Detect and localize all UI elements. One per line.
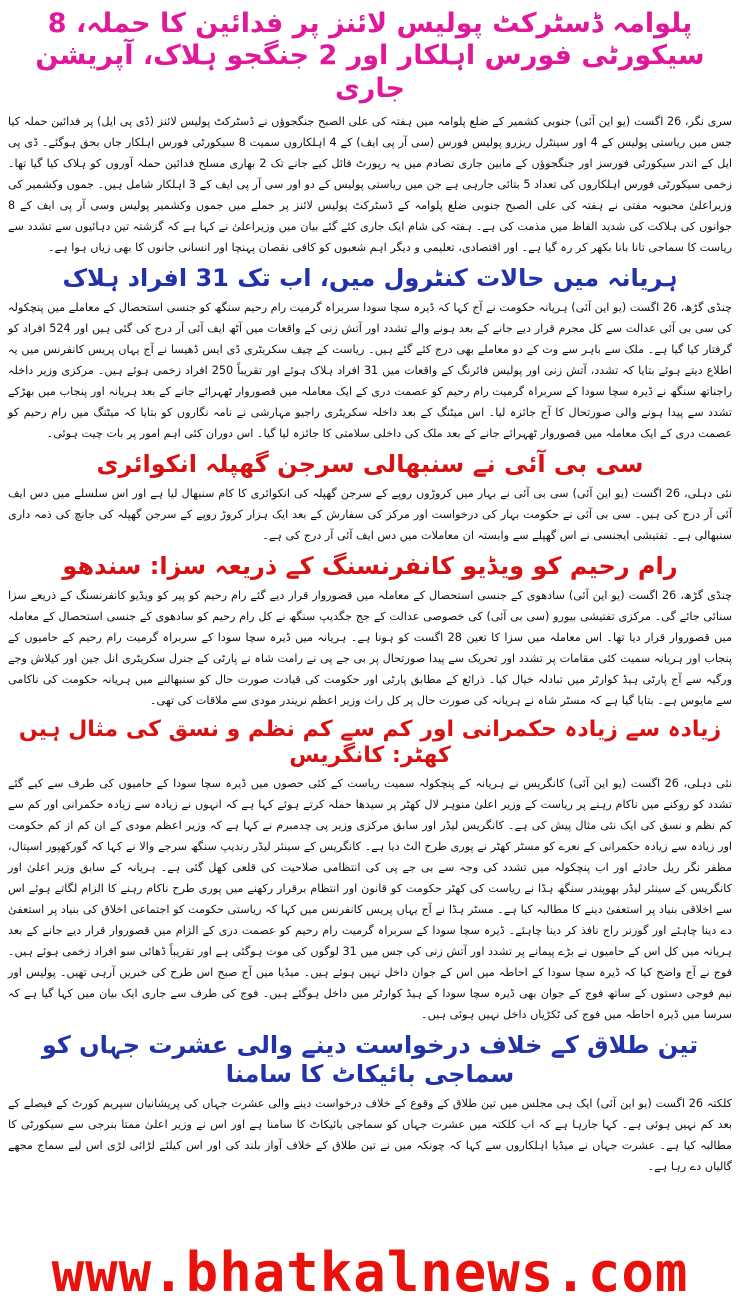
article-pulwama-attack [0, 0, 740, 258]
article-congress-khattar [0, 711, 740, 1026]
headline-cbi-srijan-scam: سی بی آئی نے سنبھالی سرجن گھپلہ انکوائری [96, 449, 644, 478]
headline-congress-khattar: زیادہ سے زیادہ حکمرانی اور کم سے کم نظم و نسق کی مثال ہیں کھٹر: کانگریس [18, 716, 722, 768]
headline-triple-talaq: تین طلاق کے خلاف درخواست دینے والی عشرت جہاں کو سماجی بائیکاٹ کا سامنا [41, 1031, 699, 1089]
headline-haryana-situation: ہریانہ میں حالات کنٹرول میں، اب تک 31 افراد ہلاک [62, 264, 678, 293]
headline-pulwama-attack: پلوامہ ڈسٹرکٹ پولیس لائنز پر فدائین کا حملہ، 8 سیکورٹی فورس اہلکار اور 2 جنگجو ہلاک، آپریشن جاری [35, 8, 705, 104]
headline-ram-rahim-sentencing: رام رحیم کو ویڈیو کانفرنسنگ کے ذریعہ سزا: سندھو [62, 551, 678, 580]
article-cbi-srijan-scam [0, 444, 740, 546]
body-haryana-situation: چنڈی گڑھ، 26 اگست (یو این آئی) ہریانہ حکومت نے آج کہا کہ ڈیرہ سچا سودا سربراہ گرمیت رام رحیم سنگھ کو جنسی استحصال کے معاملے میں پنچکولہ کی سی بی آئی عدالت سے کل مجرم قرار دیے جانے کے بعد ہونے والے تشدد اور آتش زنی کے واقعات میں آٹھ ایف آئی آر درج کی گئی ہیں اور 524 افراد کو گرفتار کیا گیا ہے۔ ملک سے باہر سے وت کے دو معاملے بھی درج کئے گئے ہیں۔ ریاست کے چیف سکریٹری ڈی ایس ڈھیسا نے آج یہاں پریس کانفرنس میں یہ اطلاع دیتے ہوئے بتایا کہ تشدد، آتش زنی اور پولیس فائرنگ کے واقعات میں 31 افراد ہلاک ہوئے اور تقریباً 250 افراد زخمی ہوئے ہیں۔ مرکزی وزیر داخلہ راجناتھ سنگھ نے ڈیرہ سچا سودا کے سربراہ گرمیت رام رحیم کو عصمت دری کے ایک معاملہ میں قصوروار ٹھہرائے جانے کے بعد ہریانہ اور پنجاب میں بھڑکے تشدد سے پیدا ہونے والی صورتحال کا آج جائزہ لیا۔ اس میٹنگ کے بعد داخلہ سکریٹری راجیو مہارشی نے نامہ نگاروں کو بتایا کہ میٹنگ میں رام رحیم کو عصمت دری کے ایک معاملہ میں قصوروار ٹھہرائے جانے کے بعد ملک کی داخلی سلامتی کا جائزہ لیا گیا۔ اس دوران کئی اہم امور پر بات چیت ہوئی۔ [8, 300, 732, 440]
body-pulwama-attack: سری نگر، 26 اگست (یو این آئی) جنوبی کشمیر کے ضلع پلوامہ میں ہفتہ کی علی الصبح جنگجوؤں نے ڈسٹرکٹ پولیس لائنز (ڈی پی ایل) پر فدائین حملہ کیا جس میں ریاستی پولیس کے 4 اور سینٹرل ریزرو پولیس فورس (سی آر پی ایف) کے 4 اہلکاروں سمیت 8 سیکورٹی فورس اہلکار جاں بحق ہوگئے۔ ڈی پی ایل کے اندر سیکورٹی فورسز اور جنگجوؤں کے مابین جاری تصادم میں یہ رپورٹ فائل کیے جانے تک 2 بھاری مسلح فدائین حملہ آوروں کو ہلاک کیا گیا تھا۔ زخمی سیکورٹی فورس اہلکاروں کی تعداد 5 بتائی جارہی ہے جن میں ریاستی پولیس کے دو اور سی آر پی ایف کے 3 اہلکار شامل ہیں۔ جموں وکشمیر کی وزیراعلیٰ محبوبہ مفتی نے ہفتہ کی علی الصبح جنوبی ضلع پلوامہ کے ڈسٹرکٹ پولیس لائنز پر حملے میں جموں وکشمیر پولیس وسی آر پی ایف کے 8 جوانوں کی ہلاکت کی شدید الفاظ میں مذمت کی ہے۔ ہفتہ کی شام ایک جاری کئے گئے بیان میں وزیراعلیٰ نے کہا ہے کہ گزشتہ تین دہائیوں سے تشدد سے ریاست کا سماجی تانا بانا بکھر کر رہ گیا ہے۔ اور اقتصادی، تعلیمی و دیگر اہم شعبوں کو کافی نقصان پہنچا اور انسانی جانوں کا بھی زیاں ہوا ہے۔ [8, 115, 732, 255]
website-footer[interactable]: www.bhatkalnews.com [51, 1241, 689, 1302]
body-congress-khattar: نئی دہلی، 26 اگست (یو این آئی) کانگریس نے ہریانہ کے پنچکولہ سمیت ریاست کے کئی حصوں میں ڈیرہ سچا سودا کے حامیوں کی طرف سے کیے گئے تشدد کو روکنے میں ناکام رہنے پر ریاست کے وزیر اعلیٰ منوہر لال کھٹر پر سیدھا حملہ کرتے ہوئے کہا ہے کہ انہوں نے زیادہ سے زیادہ حکمرانی اور کم سے کم نظم و نسق کی ایک نئی مثال پیش کی ہے۔ کانگریس لیڈر اور سابق مرکزی وزیر پی چدمبرم نے کہا ہے کہ وزیر اعظم مودی کے ان کم از کم حکومت اور زیادہ سے زیادہ حکمرانی کے نعرے کو مسٹر کھٹر نے پوری طرح الٹ دیا ہے۔ کانگریس کے سینئر لیڈر رندیپ سنگھ سرجے والا نے کہا کہ گورکھپور اسپتال، مظفر نگر ریل حادثے اور اب پنچکولہ میں تشدد کی وجہ سے بی جے پی کی انتظامی صلاحیت کی قلعی کھل گئی ہے۔ ہریانہ کے سابق وزیر اعلیٰ اور کانگریس کے سینئر لیڈر بھوپندر سنگھ ہڈا نے ریاست کی کھٹر حکومت کو قانون اور انتظام برقرار رکھنے میں پوری طرح ناکام رہنے کا الزام لگاتے ہوئے اس سے اخلاقی بنیاد پر استعفیٰ دینے کا مطالبہ کیا ہے۔ مسٹر ہڈا نے آج یہاں پریس کانفرنس میں کہا کہ ریاستی حکومت کو اجتماعی اخلاق کی بنیاد پر استعفیٰ دے دینا چاہئے اور گورنر راج نافذ کر دینا چاہئے۔ ڈیرہ سچا سودا کے سربراہ گرمیت رام رحیم کو عصمت دری کے الزام میں قصوروار قرار دیے جانے کے بعد ہریانہ میں کل اس کے حامیوں نے بڑے پیمانے پر تشدد اور آتش زنی کی جس میں 31 لوگوں کی موت ہوگئی ہے اور تقریباً ڈھائی سو افراد زخمی ہوئے ہیں۔ فوج نے آج واضح کیا کہ ڈیرہ سچا سودا کے احاطہ میں اس کے جوان داخل نہیں ہوئے ہیں۔ میڈیا میں آج صبح اس طرح کی خبریں آرہی تھیں۔ پولیس اور نیم فوجی دستوں کے ساتھ فوج کے جوان بھی ڈیرہ سچا سودا کے ہیڈ کوارٹر میں داخل ہوگئے ہیں۔ فوج کی طرف سے جاری ایک بیان میں کہا گیا ہے کہ سرسا میں ڈیرہ احاطہ میں فوج کی ٹکڑیاں داخل نہیں ہوئی ہیں۔ [8, 777, 732, 1022]
article-ram-rahim-sentencing [0, 546, 740, 711]
body-triple-talaq: کلکتہ 26 اگست (یو این آئی) ایک ہی مجلس میں تین طلاق کے وقوع کے خلاف درخواست دینے والی عشرت جہاں کی پریشانیاں سپریم کورٹ کے فیصلے کے بعد کم نہیں ہوئی ہے۔ کہا جارہا ہے کہ اب کلکتہ میں عشرت جہاں کو سماجی بائیکاٹ کا سامنا ہے اور اس نے وزیر اعلیٰ ممتا بنرجی سے سیکورٹی کا مطالبہ کیا ہے۔ عشرت جہاں نے میڈیا اہلکاروں سے کہا کہ چونکہ میں نے تین طلاق کے خلاف آواز بلند کی اور اس کیلئے لڑائی لڑی اس لیے سماج مجھے گالیاں دے رہا ہے۔ [8, 1096, 732, 1173]
article-haryana-situation [0, 258, 740, 444]
article-triple-talaq [0, 1025, 740, 1177]
body-cbi-srijan-scam: نئی دہلی، 26 اگست (یو این آئی) سی بی آئی نے بہار میں کروڑوں روپے کے سرجن گھپلہ کی انکوائری کا کام سنبھال لیا ہے اور اس سلسلے میں دس ایف آئی آر درج کی ہیں۔ سی بی آئی نے حکومت بہار کی درخواست اور مرکز کی سفارش کے بعد ایک ہزار کروڑ روپے کے سرجن گھپلہ کی جانچ کی ذمہ داری سنبھالی ہے۔ تفتیشی ایجنسی نے اس گھپلے سے وابستہ ان معاملات میں دس ایف آئی آر درج کی ہے۔ [8, 486, 733, 542]
body-ram-rahim-sentencing: چنڈی گڑھ، 26 اگست (یو این آئی) سادھوی کے جنسی استحصال کے معاملہ میں قصوروار قرار دیے گئے رام رحیم کو پیر کو ویڈیو کانفرنسنگ کے ذریعے سزا سنائی جائے گی۔ مرکزی تفتیشی بیورو (سی بی آئی) کی خصوصی عدالت کے جج جگدیپ سنگھ نے کل رام رحیم کو سادھوی کے جنسی استحصال کے معاملہ میں قصوروار قرار دیا تھا۔ اس معاملہ میں سزا کا تعین 28 اگست کو ہونا ہے۔ ہریانہ میں ڈیرہ سچا سودا کے سربراہ گرمیت رام رحیم کے حامیوں کے پنجاب اور ہریانہ سمیت کئی مقامات پر تشدد اور تحریک سے پیدا صورتحال پر بی جے پی نے رامت شاہ نے پارٹی کے جنرل سکریٹری انل جین اور کیلاش وجے ورگیہ سے آج پارٹی ہیڈ کوارٹر میں تبادلہ خیال کیا۔ ذرائع کے مطابق پارٹی اور حکومت کی قیادت صورت حال کو سنبھالنے میں ہریانہ حکومت کی ناکامی سے مایوس ہے۔ بتایا گیا ہے کہ مسٹر شاہ نے ہریانہ کی صورت حال پر کل رات وزیر اعظم نریندر مودی سے ملاقات کی تھی۔ [8, 588, 732, 707]
